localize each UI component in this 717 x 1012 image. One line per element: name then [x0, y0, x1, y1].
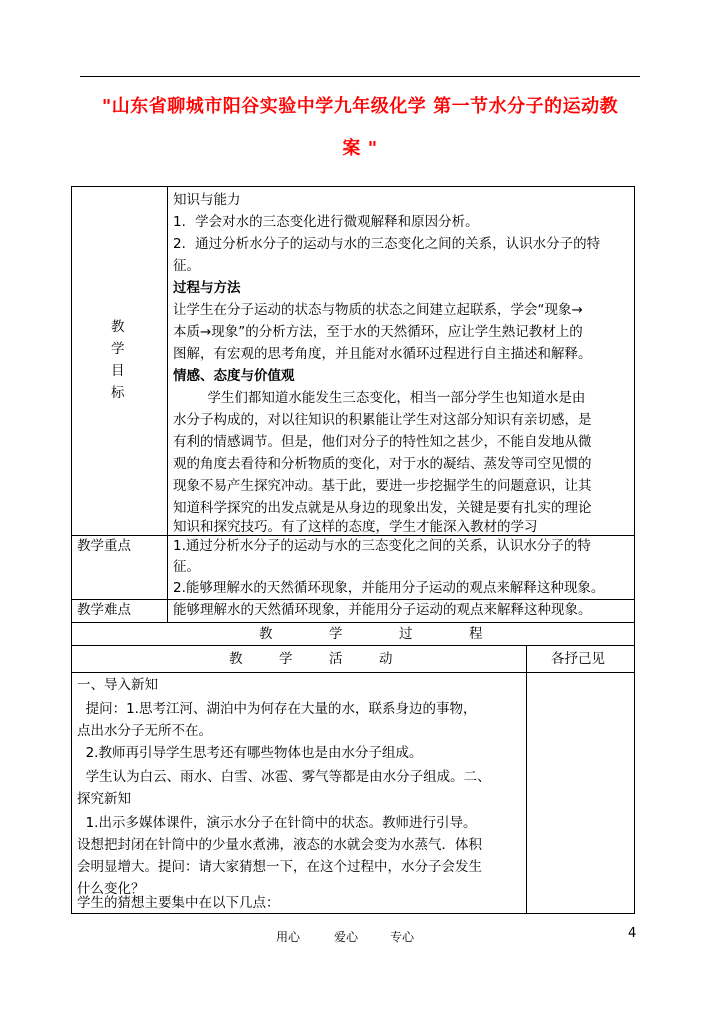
- activity-line: 提问：1.思考江河、湖泊中为何存在大量的水，联系身边的事物，: [77, 701, 477, 717]
- activity-line: 学生的猜想主要集中在以下几点：: [77, 895, 280, 911]
- header-rule: [80, 76, 640, 77]
- objectives-heading-attitude: 情感、态度与价值观: [173, 368, 295, 384]
- objectives-label-2: 学: [111, 341, 125, 357]
- process-header-4: 程: [469, 626, 483, 642]
- objectives-line: 知识和探究技巧。有了这样的态度，学生才能深入教材的学习: [173, 519, 538, 535]
- footer-word-1: 用心: [276, 930, 301, 944]
- notes-header: 各抒己见: [551, 651, 605, 667]
- key-points-line: 征。: [173, 559, 200, 575]
- objectives-label-1: 教: [111, 319, 125, 335]
- objectives-line: 征。: [173, 258, 200, 274]
- activity-header-2: 学: [279, 651, 293, 667]
- objectives-line: 1．学会对水的三态变化进行微观解释和原因分析。: [173, 214, 479, 230]
- process-header-2: 学: [329, 626, 343, 642]
- lesson-table: [71, 186, 635, 914]
- page-number: 4: [628, 926, 637, 941]
- activity-line: 设想把封闭在针筒中的少量水煮沸，液态的水就会变为水蒸气．体积: [77, 837, 482, 853]
- activity-line: 探究新知: [77, 791, 131, 807]
- document-title-line-1: "山东省聊城市阳谷实验中学九年级化学 第一节水分子的运动教: [101, 96, 619, 117]
- process-header-3: 过: [399, 626, 413, 642]
- footer-word-3: 专心: [390, 930, 415, 944]
- objectives-line: 图解，有宏观的思考角度，并且能对水循环过程进行自主描述和解释。: [173, 346, 592, 362]
- activity-line: 学生认为白云、雨水、白雪、冰雹、雾气等都是由水分子组成。二、: [77, 769, 491, 785]
- objectives-label-3: 目: [111, 363, 125, 379]
- objectives-heading-process: 过程与方法: [173, 280, 241, 296]
- activity-line: 一、导入新知: [77, 677, 158, 693]
- objectives-line: 让学生在分子运动的状态与物质的状态之间建立起联系，学会“现象→: [173, 302, 583, 318]
- key-points-label: 教学重点: [77, 538, 131, 554]
- objectives-line: 知识与能力: [173, 192, 241, 208]
- activity-line: 什么变化？: [77, 881, 145, 897]
- difficulties-text: 能够理解水的天然循环现象，并能用分子运动的观点来解释这种现象。: [173, 602, 592, 618]
- difficulties-label: 教学难点: [77, 602, 131, 618]
- activity-line: 1.出示多媒体课件，演示水分子在针筒中的状态。教师进行引导。: [77, 815, 477, 831]
- objectives-line: 2．通过分析水分子的运动与水的三态变化之间的关系，认识水分子的特: [173, 236, 601, 252]
- document-title-line-2: 案 ": [342, 138, 378, 159]
- activity-header-3: 活: [329, 651, 343, 667]
- key-points-line: 2.能够理解水的天然循环现象，并能用分子运动的观点来解释这种现象。: [173, 580, 605, 596]
- footer-word-2: 爱心: [334, 930, 359, 944]
- objectives-line: 观的角度去看待和分析物质的变化，对于水的凝结、蒸发等司空见惯的: [173, 456, 592, 472]
- objectives-line: 水分子构成的，对以往知识的积累能让学生对这部分知识有亲切感，是: [173, 412, 592, 428]
- activity-line: 会明显增大。提问：请大家猜想一下，在这个过程中，水分子会发生: [77, 859, 482, 875]
- objectives-line: 学生们都知道水能发生三态变化，相当一部分学生也知道水是由: [173, 390, 586, 406]
- activity-header-4: 动: [379, 651, 393, 667]
- activity-line: 点出水分子无所不在。: [77, 723, 212, 739]
- objectives-line: 本质→现象”的分析方法，至于水的天然循环，应让学生熟记教材上的: [173, 324, 583, 340]
- objectives-line: 知道科学探究的出发点就是从身边的现象出发，关键是要有扎实的理论: [173, 500, 592, 516]
- activity-line: 2.教师再引导学生思考还有哪些物体也是由水分子组成。: [77, 745, 423, 761]
- objectives-label-4: 标: [111, 385, 125, 401]
- objectives-line: 现象不易产生探究冲动。基于此，要进一步挖掘学生的问题意识，让其: [173, 478, 592, 494]
- process-header-1: 教: [259, 626, 273, 642]
- key-points-line: 1.通过分析水分子的运动与水的三态变化之间的关系，认识水分子的特: [173, 538, 591, 554]
- objectives-line: 有利的情感调节。但是，他们对分子的特性知之甚少，不能自发地从微: [173, 434, 592, 450]
- activity-header-1: 教: [229, 651, 243, 667]
